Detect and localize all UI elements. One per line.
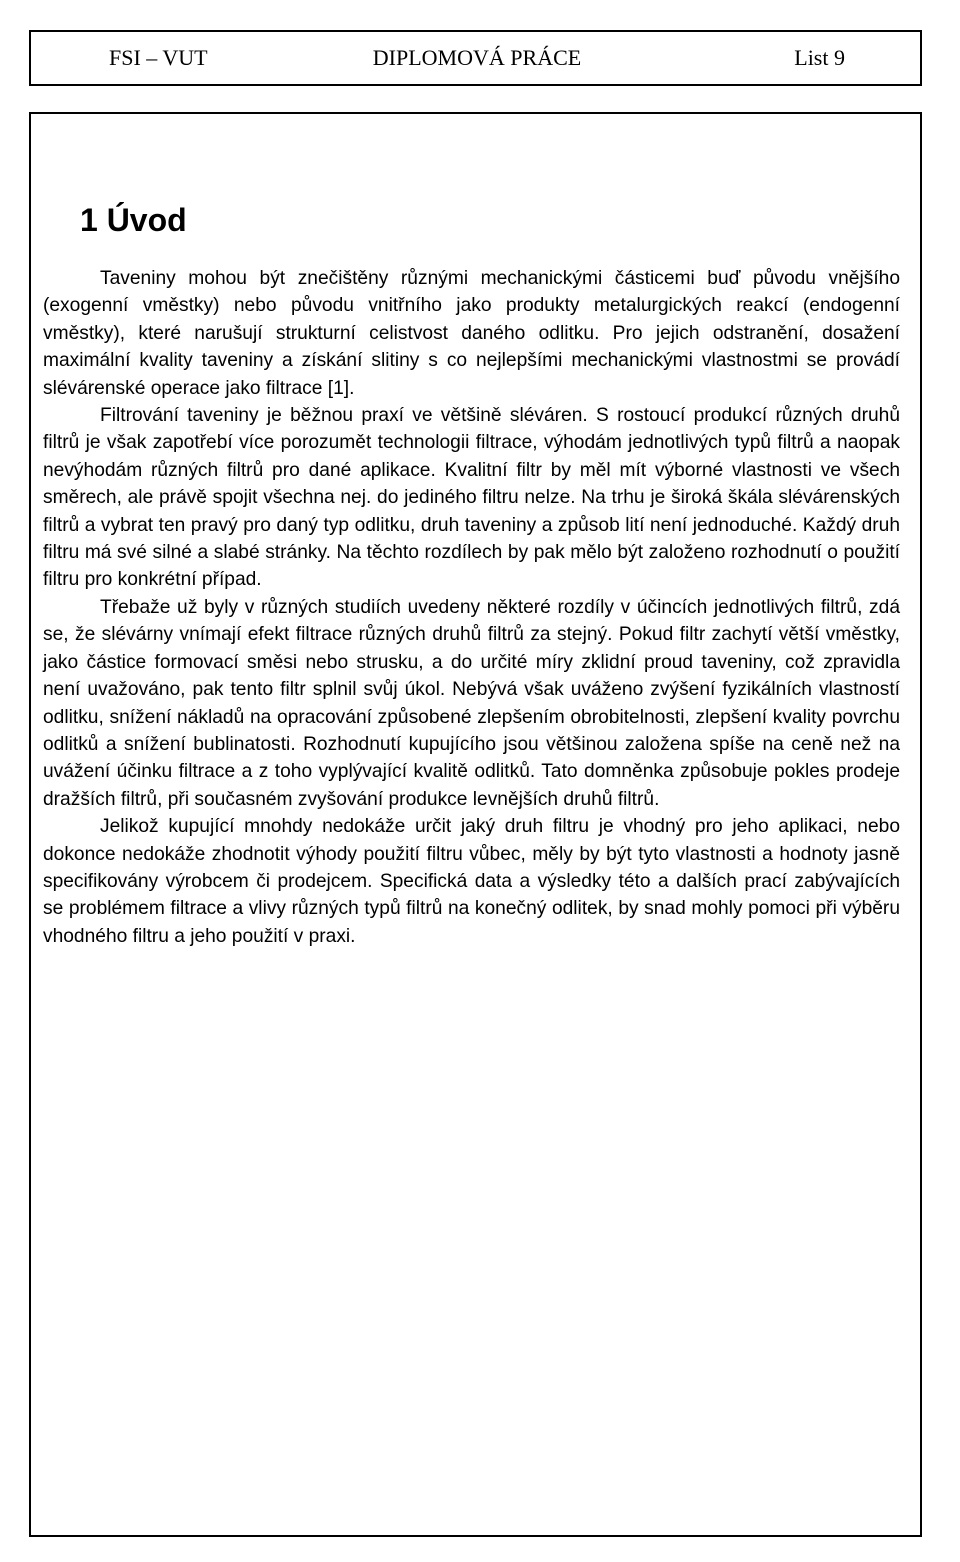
header-faculty: FSI – VUT xyxy=(109,45,208,70)
chapter-heading: 1 Úvod xyxy=(80,202,187,238)
header-page-number: List 9 xyxy=(794,45,845,70)
paragraph: Třebaže už byly v různých studiích uvedeny některé rozdíly v účincích jednotlivých filtrů, zdá se, že slévárny vnímají efekt filtrace různých druhů filtrů za stejný. Pokud filtr zachytí větší vměstky, jako částice formovací směsi nebo strusku, a do určité míry zklidní proud taveniny, což zpravidla není uvažováno, pak tento filtr splnil svůj úkol. Nebývá však uváženo zvýšení fyzikálních vlastností odlitku, snížení nákladů na opracování způsobené zlepšením obrobitelnosti, zlepšení kvality povrchu odlitků a snížení bublinatosti. Rozhodnutí kupujícího jsou většinou založena spíše na ceně než na uvážení účinku filtrace a z toho vyplývající kvalitě odlitků. Tato domněnka způsobuje pokles prodeje dražších filtrů, při současném zvyšování produkce levnějších druhů filtrů. xyxy=(43,596,900,810)
paragraph: Filtrování taveniny je běžnou praxí ve většině sléváren. S rostoucí produkcí různých druhů filtrů je však zapotřebí více porozumět technologii filtrace, výhodám jednotlivých typů filtrů a naopak nevýhodám různých filtrů pro dané aplikace. Kvalitní filtr by měl mít výborné vlastnosti ve všech směrech, ale právě spojit všechna nej. do jediného filtru nelze. Na trhu je široká škála slévárenských filtrů a vybrat ten pravý pro daný typ odlitku, druh taveniny a způsob lití není jednoduché. Každý druh filtru má své silné a slabé stránky. Na těchto rozdílech by pak mělo být založeno rozhodnutí o použití filtru pro konkrétní případ. xyxy=(43,405,900,591)
paragraph: Taveniny mohou být znečištěny různými mechanickými částicemi buď původu vnějšího (exogenní vměstky) nebo původu vnitřního jako produkty metalurgických reakcí (endogenní vměstky), které narušují strukturní celistvost daného odlitku. Pro jejich odstranění, dosažení maximální kvality taveniny a získání slitiny s co nejlepšími mechanickými vlastnostmi se provádí slévárenské operace jako filtrace [1]. xyxy=(43,268,900,399)
page-header xyxy=(29,30,922,86)
body-text xyxy=(43,265,900,950)
header-document-type: DIPLOMOVÁ PRÁCE xyxy=(372,45,582,70)
paragraph: Jelikož kupující mnohdy nedokáže určit jaký druh filtru je vhodný pro jeho aplikaci, nebo dokonce nedokáže zhodnotit výhody použití filtru vůbec, měly by být tyto vlastnosti a hodnoty jasně specifikovány výrobcem či prodejcem. Specifická data a výsledky této a dalších prací zabývajících se problémem filtrace a vlivy různých typů filtrů na konečný odlitek, by snad mohly pomoci při výběru vhodného filtru a jeho použití v praxi. xyxy=(43,816,900,947)
